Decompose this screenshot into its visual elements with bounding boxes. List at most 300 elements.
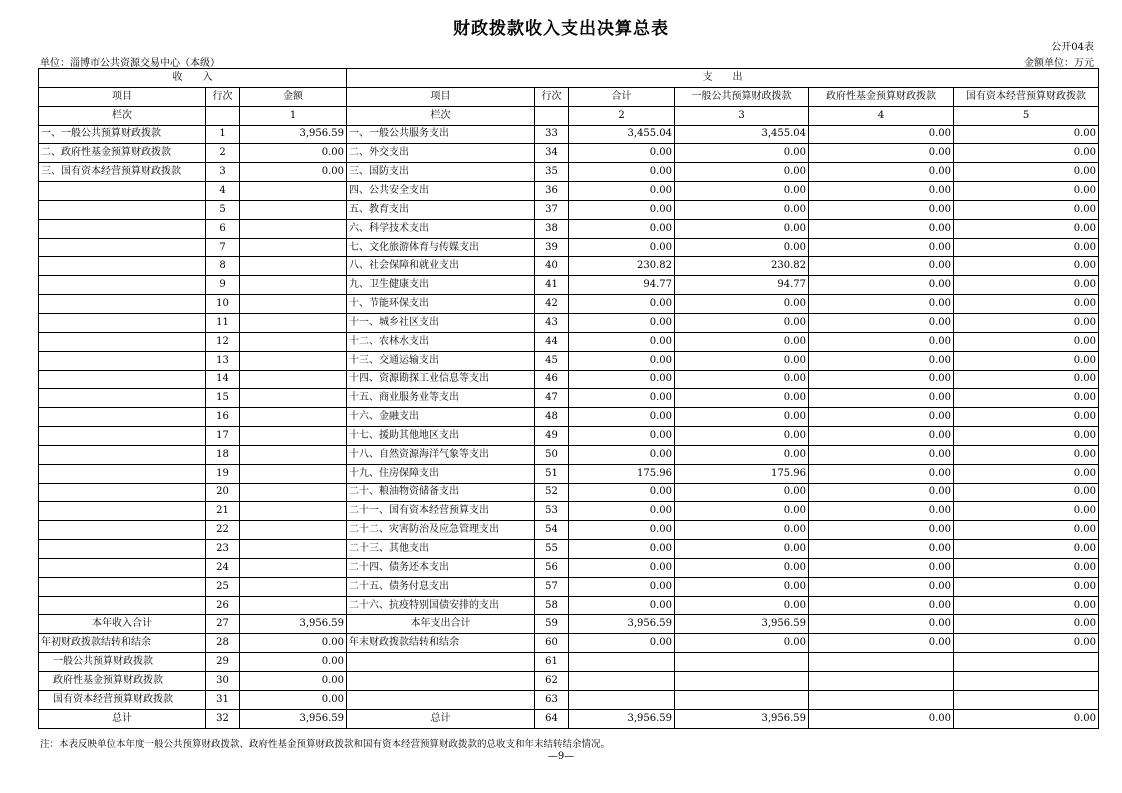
expense-line-cell: 50 (535, 445, 569, 464)
income-item-cell (39, 200, 206, 219)
income-item-cell (39, 313, 206, 332)
fund-amount-cell: 0.00 (809, 615, 954, 634)
total-amount-cell: 0.00 (569, 634, 675, 653)
income-line-cell: 25 (206, 577, 240, 596)
general-amount-cell: 0.00 (675, 558, 809, 577)
table-row (39, 558, 1099, 577)
fund-amount-cell: 0.00 (809, 634, 954, 653)
fund-amount-cell: 0.00 (809, 313, 954, 332)
table-row (39, 709, 1099, 728)
expense-line-cell: 35 (535, 163, 569, 182)
empty-cell (535, 106, 569, 125)
fund-amount-cell: 0.00 (809, 709, 954, 728)
total-amount-cell: 0.00 (569, 445, 675, 464)
expense-item-cell: 三、国防支出 (347, 163, 535, 182)
table-row (39, 653, 1099, 672)
income-amount-cell: 0.00 (240, 144, 347, 163)
state-amount-cell: 0.00 (954, 709, 1099, 728)
header-row-3 (39, 106, 1099, 125)
general-amount-cell: 0.00 (675, 219, 809, 238)
table-row (39, 351, 1099, 370)
income-amount-cell (240, 464, 347, 483)
state-amount-cell: 0.00 (954, 615, 1099, 634)
fund-amount-cell: 0.00 (809, 125, 954, 144)
expense-line-cell: 33 (535, 125, 569, 144)
table-row (39, 445, 1099, 464)
income-item-cell (39, 257, 206, 276)
fund-amount-cell: 0.00 (809, 200, 954, 219)
total-amount-cell: 0.00 (569, 219, 675, 238)
income-amount-cell (240, 577, 347, 596)
fund-amount-cell: 0.00 (809, 351, 954, 370)
income-amount-cell (240, 521, 347, 540)
table-row (39, 540, 1099, 559)
income-line-cell: 4 (206, 182, 240, 201)
income-line-cell: 12 (206, 332, 240, 351)
expense-line-cell: 36 (535, 182, 569, 201)
total-amount-cell: 3,956.59 (569, 615, 675, 634)
total-amount-cell: 0.00 (569, 596, 675, 615)
general-amount-cell: 0.00 (675, 596, 809, 615)
income-amount-cell (240, 427, 347, 446)
state-amount-cell: 0.00 (954, 238, 1099, 257)
table-row (39, 577, 1099, 596)
general-amount-cell: 3,956.59 (675, 709, 809, 728)
table-row (39, 238, 1099, 257)
state-amount-cell: 0.00 (954, 596, 1099, 615)
expense-item-cell: 二十、粮油物资储备支出 (347, 483, 535, 502)
table-row (39, 313, 1099, 332)
income-item-cell (39, 464, 206, 483)
general-amount-cell: 0.00 (675, 408, 809, 427)
state-amount-cell: 0.00 (954, 577, 1099, 596)
income-item-header: 项目 (39, 87, 206, 106)
expense-item-cell: 十二、农林水支出 (347, 332, 535, 351)
income-amount-cell (240, 370, 347, 389)
income-line-header: 行次 (206, 87, 240, 106)
income-line-cell: 17 (206, 427, 240, 446)
general-amount-cell: 0.00 (675, 238, 809, 257)
income-item-cell: 国有资本经营预算财政拨款 (39, 690, 206, 709)
general-amount-cell: 0.00 (675, 521, 809, 540)
state-amount-cell: 0.00 (954, 182, 1099, 201)
expense-line-cell: 45 (535, 351, 569, 370)
general-amount-cell: 0.00 (675, 144, 809, 163)
income-line-cell: 5 (206, 200, 240, 219)
table-row (39, 295, 1099, 314)
fund-amount-cell: 0.00 (809, 389, 954, 408)
income-item-cell (39, 332, 206, 351)
state-amount-cell: 0.00 (954, 370, 1099, 389)
col-2: 2 (569, 106, 675, 125)
general-amount-cell: 0.00 (675, 540, 809, 559)
expense-line-cell: 44 (535, 332, 569, 351)
page-title: 财政拨款收入支出决算总表 (453, 19, 669, 39)
income-item-cell: 年初财政拨款结转和结余 (39, 634, 206, 653)
table-row (39, 389, 1099, 408)
expense-item-cell: 二十一、国有资本经营预算支出 (347, 502, 535, 521)
total-amount-cell: 0.00 (569, 502, 675, 521)
page-number: —9— (547, 751, 575, 762)
general-amount-cell: 0.00 (675, 313, 809, 332)
expense-item-cell: 八、社会保障和就业支出 (347, 257, 535, 276)
fund-amount-cell (809, 672, 954, 691)
general-amount-cell (675, 653, 809, 672)
income-amount-cell: 0.00 (240, 690, 347, 709)
state-amount-cell: 0.00 (954, 634, 1099, 653)
income-line-cell: 15 (206, 389, 240, 408)
income-amount-cell (240, 276, 347, 295)
total-amount-cell (569, 653, 675, 672)
expense-line-cell: 41 (535, 276, 569, 295)
total-amount-cell: 0.00 (569, 558, 675, 577)
table-row (39, 464, 1099, 483)
expense-item-cell: 十六、金融支出 (347, 408, 535, 427)
expense-line-cell: 53 (535, 502, 569, 521)
expense-item-cell: 六、科学技术支出 (347, 219, 535, 238)
fund-amount-cell: 0.00 (809, 144, 954, 163)
budget-table (38, 68, 1099, 729)
unit-label: 单位：淄博市公共资源交易中心（本级） (40, 58, 220, 69)
fund-amount-cell: 0.00 (809, 219, 954, 238)
fund-amount-cell: 0.00 (809, 182, 954, 201)
fund-amount-cell: 0.00 (809, 408, 954, 427)
income-line-cell: 27 (206, 615, 240, 634)
income-amount-cell (240, 219, 347, 238)
income-amount-cell (240, 313, 347, 332)
state-amount-cell: 0.00 (954, 502, 1099, 521)
expense-line-cell: 48 (535, 408, 569, 427)
total-amount-cell: 0.00 (569, 144, 675, 163)
income-line-cell: 29 (206, 653, 240, 672)
income-amount-cell (240, 257, 347, 276)
general-amount-cell: 0.00 (675, 577, 809, 596)
table-row (39, 502, 1099, 521)
income-amount-cell (240, 540, 347, 559)
state-amount-cell: 0.00 (954, 445, 1099, 464)
table-row (39, 408, 1099, 427)
income-item-cell (39, 276, 206, 295)
income-item-cell (39, 502, 206, 521)
expense-line-cell: 59 (535, 615, 569, 634)
fund-amount-cell: 0.00 (809, 577, 954, 596)
money-unit: 金额单位：万元 (1024, 58, 1094, 69)
total-amount-cell: 0.00 (569, 332, 675, 351)
expense-line-cell: 54 (535, 521, 569, 540)
income-item-cell (39, 219, 206, 238)
income-amount-cell (240, 445, 347, 464)
state-amount-cell: 0.00 (954, 483, 1099, 502)
income-amount-cell (240, 332, 347, 351)
income-item-cell: 总计 (39, 709, 206, 728)
state-amount-cell (954, 690, 1099, 709)
expense-line-cell: 57 (535, 577, 569, 596)
expense-line-cell: 58 (535, 596, 569, 615)
income-amount-cell (240, 182, 347, 201)
general-amount-cell: 0.00 (675, 427, 809, 446)
empty-cell (206, 106, 240, 125)
total-amount-cell: 0.00 (569, 577, 675, 596)
fund-amount-cell: 0.00 (809, 427, 954, 446)
expense-item-cell: 十、节能环保支出 (347, 295, 535, 314)
income-col-label: 栏次 (39, 106, 206, 125)
income-item-cell (39, 238, 206, 257)
total-amount-cell: 3,455.04 (569, 125, 675, 144)
total-amount-cell: 0.00 (569, 521, 675, 540)
expense-line-cell: 40 (535, 257, 569, 276)
income-line-cell: 32 (206, 709, 240, 728)
state-amount-cell: 0.00 (954, 200, 1099, 219)
income-amount-cell (240, 596, 347, 615)
state-amount-cell: 0.00 (954, 389, 1099, 408)
income-line-cell: 7 (206, 238, 240, 257)
income-item-cell: 三、国有资本经营预算财政拨款 (39, 163, 206, 182)
expense-line-cell: 64 (535, 709, 569, 728)
table-row (39, 690, 1099, 709)
income-amount-cell (240, 238, 347, 257)
income-amount-cell (240, 558, 347, 577)
state-amount-cell: 0.00 (954, 427, 1099, 446)
expense-item-cell: 本年支出合计 (347, 615, 535, 634)
income-item-cell (39, 295, 206, 314)
fund-amount-cell (809, 690, 954, 709)
expense-line-cell: 49 (535, 427, 569, 446)
fund-amount-cell: 0.00 (809, 257, 954, 276)
state-amount-cell: 0.00 (954, 313, 1099, 332)
income-amount-header: 金额 (240, 87, 347, 106)
income-line-cell: 23 (206, 540, 240, 559)
total-amount-cell: 0.00 (569, 540, 675, 559)
general-amount-cell: 0.00 (675, 483, 809, 502)
income-line-cell: 8 (206, 257, 240, 276)
expense-line-cell: 46 (535, 370, 569, 389)
income-line-cell: 6 (206, 219, 240, 238)
income-line-cell: 10 (206, 295, 240, 314)
expense-item-cell: 一、一般公共服务支出 (347, 125, 535, 144)
state-amount-cell: 0.00 (954, 558, 1099, 577)
income-line-cell: 26 (206, 596, 240, 615)
table-row (39, 596, 1099, 615)
general-amount-cell: 0.00 (675, 502, 809, 521)
fund-amount-cell: 0.00 (809, 276, 954, 295)
income-line-cell: 11 (206, 313, 240, 332)
general-amount-cell: 0.00 (675, 200, 809, 219)
fund-amount-cell: 0.00 (809, 295, 954, 314)
expense-line-header: 行次 (535, 87, 569, 106)
income-amount-cell: 0.00 (240, 163, 347, 182)
income-item-cell: 二、政府性基金预算财政拨款 (39, 144, 206, 163)
state-amount-cell: 0.00 (954, 219, 1099, 238)
income-item-cell (39, 540, 206, 559)
expense-item-header: 项目 (347, 87, 535, 106)
income-header: 收 入 (39, 69, 347, 88)
form-code: 公开04表 (1051, 42, 1094, 53)
general-amount-cell: 94.77 (675, 276, 809, 295)
expense-item-cell: 十五、商业服务业等支出 (347, 389, 535, 408)
col-3: 3 (675, 106, 809, 125)
state-amount-cell: 0.00 (954, 276, 1099, 295)
income-line-cell: 22 (206, 521, 240, 540)
income-item-cell (39, 596, 206, 615)
table-row (39, 427, 1099, 446)
income-item-cell (39, 351, 206, 370)
expense-line-cell: 39 (535, 238, 569, 257)
income-amount-cell: 0.00 (240, 634, 347, 653)
income-line-cell: 19 (206, 464, 240, 483)
table-row (39, 483, 1099, 502)
total-amount-cell: 0.00 (569, 313, 675, 332)
general-amount-cell: 0.00 (675, 295, 809, 314)
fund-amount-cell: 0.00 (809, 464, 954, 483)
income-amount-cell (240, 295, 347, 314)
expense-line-cell: 37 (535, 200, 569, 219)
income-amount-cell (240, 389, 347, 408)
expense-line-cell: 43 (535, 313, 569, 332)
income-item-cell (39, 558, 206, 577)
general-amount-cell: 0.00 (675, 445, 809, 464)
fund-amount-cell (809, 653, 954, 672)
expense-item-cell: 四、公共安全支出 (347, 182, 535, 201)
table-row (39, 144, 1099, 163)
income-line-cell: 9 (206, 276, 240, 295)
total-amount-cell: 0.00 (569, 408, 675, 427)
expense-line-cell: 42 (535, 295, 569, 314)
income-amount-cell: 0.00 (240, 653, 347, 672)
general-header: 一般公共预算财政拨款 (675, 87, 809, 106)
expense-line-cell: 60 (535, 634, 569, 653)
col-1: 1 (240, 106, 347, 125)
income-line-cell: 31 (206, 690, 240, 709)
expense-item-cell: 九、卫生健康支出 (347, 276, 535, 295)
general-amount-cell (675, 690, 809, 709)
fund-amount-cell: 0.00 (809, 521, 954, 540)
income-line-cell: 13 (206, 351, 240, 370)
state-header: 国有资本经营预算财政拨款 (954, 87, 1099, 106)
table-row (39, 182, 1099, 201)
total-amount-cell: 0.00 (569, 238, 675, 257)
income-line-cell: 24 (206, 558, 240, 577)
income-item-cell (39, 182, 206, 201)
income-item-cell (39, 370, 206, 389)
expense-line-cell: 34 (535, 144, 569, 163)
income-amount-cell (240, 200, 347, 219)
table-row (39, 257, 1099, 276)
state-amount-cell: 0.00 (954, 351, 1099, 370)
expense-item-cell: 二十五、债务付息支出 (347, 577, 535, 596)
expense-item-cell: 二十三、其他支出 (347, 540, 535, 559)
income-line-cell: 21 (206, 502, 240, 521)
expense-item-cell: 二十四、债务还本支出 (347, 558, 535, 577)
fund-header: 政府性基金预算财政拨款 (809, 87, 954, 106)
general-amount-cell: 0.00 (675, 370, 809, 389)
expense-item-cell (347, 653, 535, 672)
income-item-cell (39, 427, 206, 446)
state-amount-cell (954, 672, 1099, 691)
table-row (39, 125, 1099, 144)
table-row (39, 615, 1099, 634)
expense-line-cell: 51 (535, 464, 569, 483)
state-amount-cell: 0.00 (954, 257, 1099, 276)
income-item-cell: 一般公共预算财政拨款 (39, 653, 206, 672)
total-header: 合计 (569, 87, 675, 106)
expense-item-cell: 二十六、抗疫特别国债安排的支出 (347, 596, 535, 615)
expense-line-cell: 55 (535, 540, 569, 559)
state-amount-cell: 0.00 (954, 125, 1099, 144)
income-amount-cell (240, 502, 347, 521)
expense-item-cell: 十七、援助其他地区支出 (347, 427, 535, 446)
fund-amount-cell: 0.00 (809, 540, 954, 559)
expense-col-label: 栏次 (347, 106, 535, 125)
general-amount-cell: 0.00 (675, 351, 809, 370)
state-amount-cell: 0.00 (954, 295, 1099, 314)
total-amount-cell: 0.00 (569, 182, 675, 201)
fund-amount-cell: 0.00 (809, 445, 954, 464)
expense-item-cell: 二、外交支出 (347, 144, 535, 163)
fund-amount-cell: 0.00 (809, 596, 954, 615)
total-amount-cell (569, 672, 675, 691)
expense-line-cell: 61 (535, 653, 569, 672)
expense-item-cell: 年末财政拨款结转和结余 (347, 634, 535, 653)
general-amount-cell (675, 672, 809, 691)
table-row (39, 634, 1099, 653)
expense-line-cell: 63 (535, 690, 569, 709)
expense-item-cell (347, 672, 535, 691)
income-amount-cell (240, 408, 347, 427)
income-item-cell (39, 445, 206, 464)
total-amount-cell: 0.00 (569, 427, 675, 446)
expense-line-cell: 47 (535, 389, 569, 408)
expense-item-cell: 五、教育支出 (347, 200, 535, 219)
fund-amount-cell: 0.00 (809, 238, 954, 257)
expense-item-cell: 十四、资源勘探工业信息等支出 (347, 370, 535, 389)
state-amount-cell: 0.00 (954, 163, 1099, 182)
state-amount-cell: 0.00 (954, 332, 1099, 351)
state-amount-cell: 0.00 (954, 144, 1099, 163)
general-amount-cell: 0.00 (675, 634, 809, 653)
total-amount-cell: 94.77 (569, 276, 675, 295)
general-amount-cell: 0.00 (675, 332, 809, 351)
table-row (39, 521, 1099, 540)
income-item-cell (39, 483, 206, 502)
income-amount-cell: 3,956.59 (240, 709, 347, 728)
expense-header: 支 出 (347, 69, 1099, 88)
fund-amount-cell: 0.00 (809, 163, 954, 182)
header-row-1 (39, 69, 1099, 88)
fund-amount-cell: 0.00 (809, 502, 954, 521)
total-amount-cell: 175.96 (569, 464, 675, 483)
footnote: 注：本表反映单位本年度一般公共预算财政拨款、政府性基金预算财政拨款和国有资本经营预算财政拨款的总收支和年末结转结余情况。 (40, 739, 611, 750)
income-line-cell: 1 (206, 125, 240, 144)
table-row (39, 332, 1099, 351)
expense-item-cell (347, 690, 535, 709)
expense-item-cell: 七、文化旅游体育与传媒支出 (347, 238, 535, 257)
income-amount-cell (240, 351, 347, 370)
expense-item-cell: 十三、交通运输支出 (347, 351, 535, 370)
general-amount-cell: 0.00 (675, 163, 809, 182)
income-line-cell: 18 (206, 445, 240, 464)
total-amount-cell: 0.00 (569, 483, 675, 502)
state-amount-cell: 0.00 (954, 521, 1099, 540)
expense-item-cell: 十八、自然资源海洋气象等支出 (347, 445, 535, 464)
income-line-cell: 30 (206, 672, 240, 691)
expense-item-cell: 十一、城乡社区支出 (347, 313, 535, 332)
income-line-cell: 14 (206, 370, 240, 389)
table-row (39, 200, 1099, 219)
total-amount-cell: 3,956.59 (569, 709, 675, 728)
expense-line-cell: 56 (535, 558, 569, 577)
fund-amount-cell: 0.00 (809, 483, 954, 502)
state-amount-cell: 0.00 (954, 540, 1099, 559)
